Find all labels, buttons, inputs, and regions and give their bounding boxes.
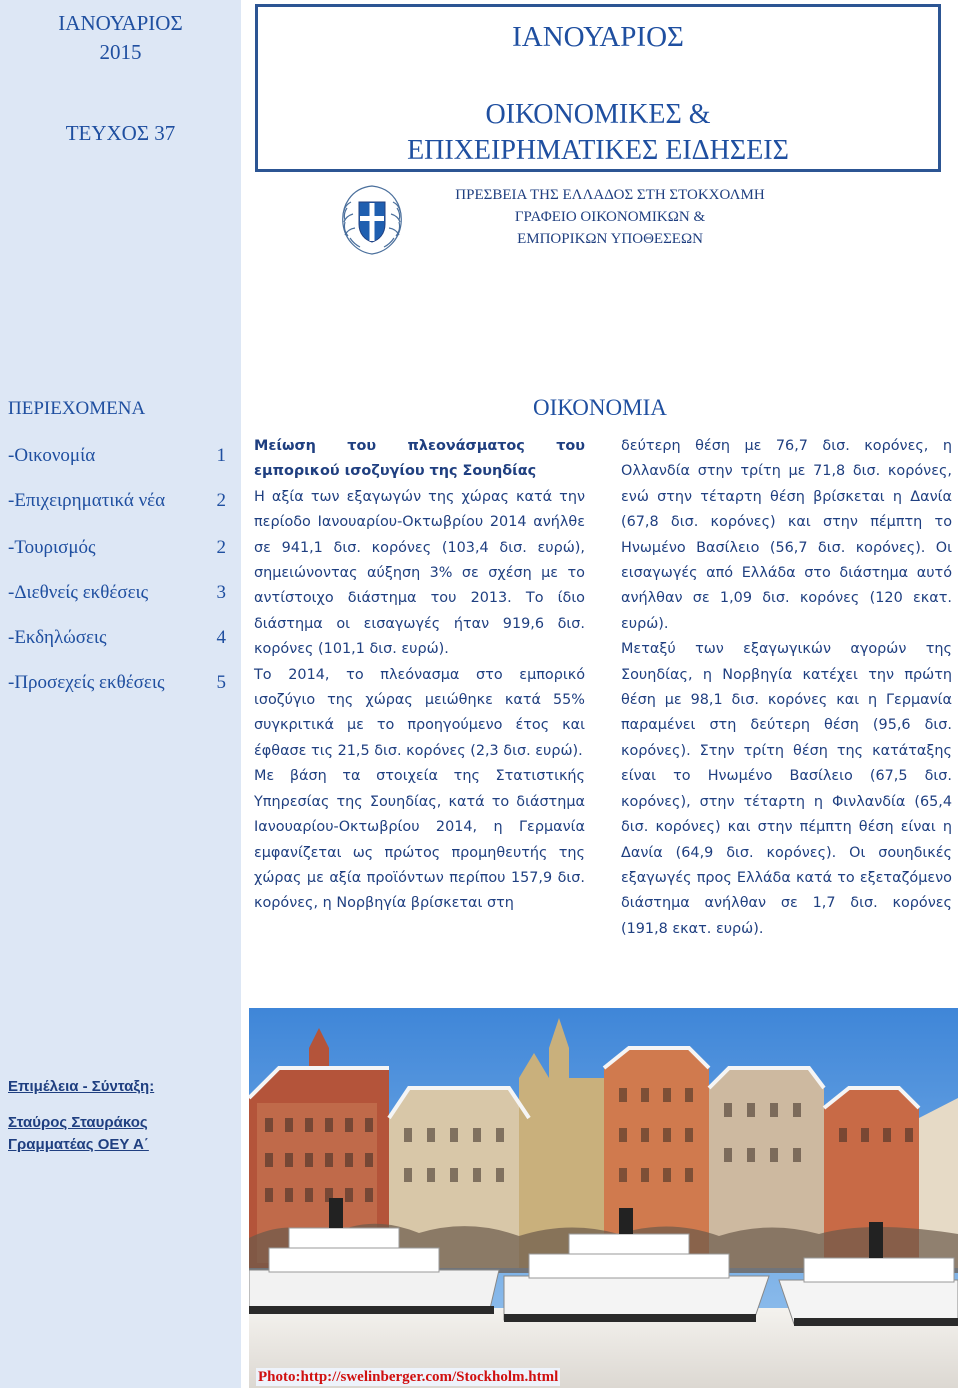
toc-item[interactable] [8,490,226,512]
article-headline: Μείωση του πλεονάσματος του εμπορικού ισοζυγίου της Σουηδίας [254,438,585,480]
masthead-subtitle-line1: ΟΙΚΟΝΟΜΙΚΕΣ & [485,99,711,130]
editor-credits [8,1076,234,1156]
toc-title: ΠΕΡΙΕΧΟΜΕΝΑ [8,398,146,419]
toc-item[interactable] [8,627,226,649]
toc-item-label: -Οικονομία [8,445,96,466]
toc-item-page: 1 [216,445,226,466]
issue-month: ΙΑΝΟΥΑΡΙΟΣ [58,11,183,35]
toc-item[interactable] [8,445,226,467]
article-column-1 [254,434,585,917]
stockholm-waterfront-photo [249,1008,958,1388]
toc-item-label: -Διεθνείς εκθέσεις [8,582,149,603]
toc-item[interactable] [8,672,226,694]
toc-item[interactable] [8,582,226,604]
masthead-subtitle-line2: ΕΠΙΧΕΙΡΗΜΑΤΙΚΕΣ ΕΙΔΗΣΕΙΣ [407,135,789,166]
article-paragraph: δεύτερη θέση με 76,7 δισ. κορόνες, η Ολλανδία στην τρίτη με 71,8 δισ. κορόνες, ενώ στην τέταρτη θέση βρίσκεται η Δανία (67,8 δισ. κορόνες) και στην πέμπτη το Ηνωμένο Βασίλειο (56,7 δισ. κορόνες). Οι εισαγωγές από Ελλάδα στο διάστημα αυτό ανήλθαν σε 1,09 δισ. κορόνες (120 εκατ. ευρώ). [621,438,952,632]
toc-item-label: -Εκδηλώσεις [8,627,107,648]
embassy-office-header [408,184,812,250]
toc-item-label: -Τουρισμός [8,537,96,558]
article-column-2 [621,434,952,942]
toc-item-page: 2 [216,490,226,511]
embassy-line1: ΠΡΕΣΒΕΙΑ ΤΗΣ ΕΛΛΑΔΟΣ ΣΤΗ ΣΤΟΚΧΟΛΜΗ [455,187,765,203]
article-paragraph: Με βάση τα στοιχεία της Στατιστικής Υπηρεσίας της Σουηδίας, κατά το διάστημα Ιανουαρίου-Οκτωβρίου 2014, η Γερμανία εμφανίζεται ως πρώτος προμηθευτής της χώρας με αξία προϊόντων περίπου 157,9 δισ. κορόνες, η Νορβηγία βρίσκεται στη [254,768,585,912]
masthead [255,4,941,172]
issue-date [0,9,241,67]
section-title: ΟΙΚΟΝΟΜΙΑ [533,395,667,420]
article-paragraph: Μεταξύ των εξαγωγικών αγορών της Σουηδίας, η Νορβηγία κατέχει την πρώτη θέση με 98,1 δισ. κορόνες και η Γερμανία παραμένει στη δεύτερη θέση (95,6 δισ. κορόνες). Στην τρίτη θέση της κατάταξης είναι το Ηνωμένο Βασίλειο (67,5 δισ. κορόνες), στην τέταρτη η Φινλανδία (65,4 δισ. κορόνες) και στην πέμπτη θέση είναι η Δανία (64,9 δισ. κορόνες). Οι σουηδικές εξαγωγές προς Ελλάδα κατά το εξεταζόμενο διάστημα ανήλθαν σε 1,7 δισ. κορόνες (191,8 εκατ. ευρώ). [621,641,952,937]
embassy-line2: ΓΡΑΦΕΙΟ ΟΙΚΟΝΟΜΙΚΩΝ & [514,209,706,225]
toc-item-page: 4 [216,627,226,648]
toc-item-page: 2 [216,537,226,558]
embassy-line3: ΕΜΠΟΡΙΚΩΝ ΥΠΟΘΕΣΕΩΝ [517,231,703,247]
toc-item-page: 3 [216,582,226,603]
toc-item-label: -Επιχειρηματικά νέα [8,490,166,511]
sidebar [0,0,241,1388]
credits-title: Επιμέλεια - Σύνταξη: [8,1078,155,1095]
editor-role: Γραμματέας ΟΕΥ Α΄ [8,1136,149,1153]
toc-item-page: 5 [216,672,226,693]
issue-year: 2015 [99,40,142,64]
greek-coat-of-arms-icon [331,178,413,260]
toc-item[interactable] [8,537,226,559]
toc-item-label: -Προσεχείς εκθέσεις [8,672,165,693]
photo-credit[interactable]: Photo:http://swelinberger.com/Stockholm.html [258,1369,559,1385]
editor-name: Σταύρος Σταυράκος [8,1114,148,1131]
article-paragraph: Το 2014, το πλεόνασμα στο εμπορικό ισοζύγιο της χώρας μειώθηκε κατά 55% συγκριτικά με το προηγούμενο έτος και έφθασε τις 21,5 δισ. κορόνες (2,3 δισ. ευρώ). [254,666,585,759]
article-paragraph: Η αξία των εξαγωγών της χώρας κατά την περίοδο Ιανουαρίου-Οκτωβρίου 2014 ανήλθε σε 941,1 δισ. κορόνες (103,4 δισ. ευρώ), σημειώνοντας αύξηση 3% σε σχέση με το αντίστοιχο διάστημα του 2013. Το ίδιο διάστημα οι εισαγωγές ήταν 919,6 δισ. κορόνες (101,1 δισ. ευρώ). [254,488,585,658]
issue-number: ΤΕΥΧΟΣ 37 [65,121,176,145]
masthead-month: ΙΑΝΟΥΑΡΙΟΣ [512,21,684,53]
